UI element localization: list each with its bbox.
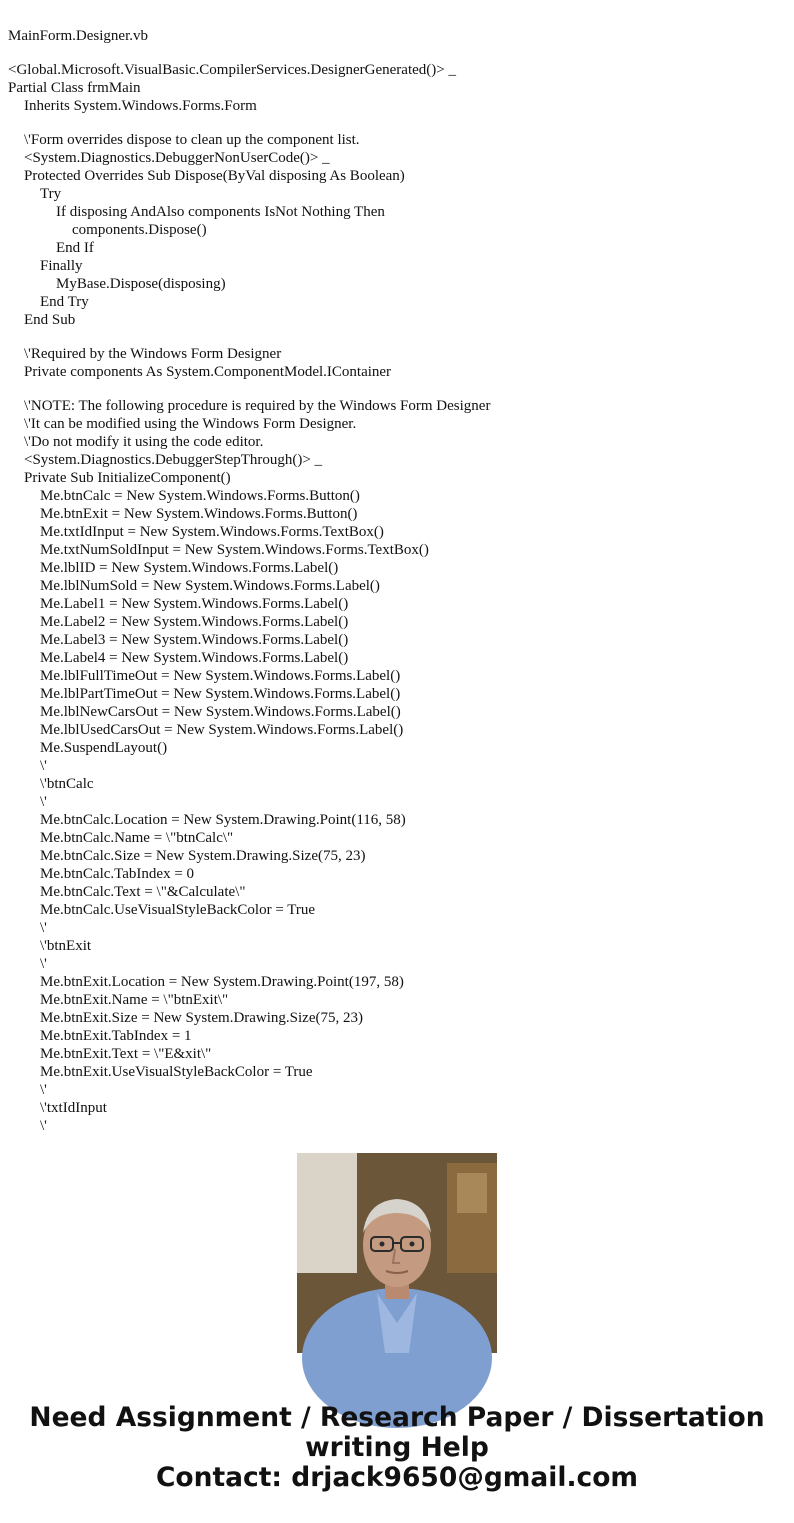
code-line: Me.btnCalc = New System.Windows.Forms.Button(): [40, 488, 360, 504]
code-line: Me.lblFullTimeOut = New System.Windows.Forms.Label(): [40, 668, 401, 684]
code-line: \'btnExit: [40, 938, 92, 954]
code-line: \': [40, 1082, 47, 1098]
code-line: <System.Diagnostics.DebuggerStepThrough()> _: [24, 452, 323, 468]
code-line: Me.lblNumSold = New System.Windows.Forms.Label(): [40, 578, 380, 594]
code-line: Me.lblNewCarsOut = New System.Windows.Forms.Label(): [40, 704, 401, 720]
code-line: [8, 329, 778, 345]
code-line: Finally: [40, 258, 83, 274]
code-line: End Sub: [24, 312, 76, 328]
code-line: \'Do not modify it using the code editor.: [24, 434, 264, 450]
code-line: Me.SuspendLayout(): [40, 740, 168, 756]
code-line: components.Dispose(): [72, 222, 207, 238]
code-line: \'txtIdInput: [40, 1100, 107, 1116]
code-line: If disposing AndAlso components IsNot Nothing Then: [56, 204, 385, 220]
code-line: \': [40, 920, 47, 936]
code-line: \'btnCalc: [40, 776, 94, 792]
code-line: \'It can be modified using the Windows Form Designer.: [24, 416, 357, 432]
code-line: \'NOTE: The following procedure is required by the Windows Form Designer: [24, 398, 491, 414]
code-line: Me.btnExit.Text = \"E&xit\": [40, 1046, 212, 1062]
promo-banner: [0, 1403, 794, 1493]
code-line: Me.btnCalc.Name = \"btnCalc\": [40, 830, 234, 846]
code-line: Me.btnExit.Size = New System.Drawing.Size(75, 23): [40, 1010, 363, 1026]
code-line: Me.btnCalc.Location = New System.Drawing.Point(116, 58): [40, 812, 406, 828]
code-line: \'Required by the Windows Form Designer: [24, 346, 282, 362]
code-line: Me.btnExit.Name = \"btnExit\": [40, 992, 229, 1008]
code-line: Me.btnCalc.UseVisualStyleBackColor = True: [40, 902, 316, 918]
code-line: Me.Label1 = New System.Windows.Forms.Label(): [40, 596, 349, 612]
code-line: <System.Diagnostics.DebuggerNonUserCode()> _: [24, 150, 330, 166]
code-line: Me.lblID = New System.Windows.Forms.Label(): [40, 560, 339, 576]
code-line: Private components As System.ComponentModel.IContainer: [24, 364, 392, 380]
code-line: Partial Class frmMain: [8, 80, 141, 96]
code-line: Private Sub InitializeComponent(): [24, 470, 231, 486]
code-line: Protected Overrides Sub Dispose(ByVal disposing As Boolean): [24, 168, 405, 184]
code-line: Inherits System.Windows.Forms.Form: [24, 98, 257, 114]
code-line: Me.btnCalc.Text = \"&Calculate\": [40, 884, 246, 900]
code-line: End Try: [40, 294, 89, 310]
code-line: \': [40, 1118, 47, 1134]
code-line: Me.txtNumSoldInput = New System.Windows.Forms.TextBox(): [40, 542, 429, 558]
code-line: Me.btnCalc.Size = New System.Drawing.Size(75, 23): [40, 848, 366, 864]
code-line: Try: [40, 186, 62, 202]
code-line: End If: [56, 240, 94, 256]
code-line: Me.lblPartTimeOut = New System.Windows.Forms.Label(): [40, 686, 401, 702]
code-line: Me.txtIdInput = New System.Windows.Forms.TextBox(): [40, 524, 384, 540]
banner-contact: Contact: drjack9650@gmail.com: [155, 1462, 639, 1493]
code-listing: [8, 61, 778, 1135]
code-line: \': [40, 956, 47, 972]
code-line: Me.btnExit.UseVisualStyleBackColor = True: [40, 1064, 313, 1080]
author-photo-illustration: [297, 1153, 497, 1353]
code-line: Me.btnExit.TabIndex = 1: [40, 1028, 192, 1044]
code-line: Me.btnExit.Location = New System.Drawing.Point(197, 58): [40, 974, 404, 990]
code-line: MyBase.Dispose(disposing): [56, 276, 226, 292]
code-line: [8, 381, 778, 397]
code-line: Me.Label3 = New System.Windows.Forms.Label(): [40, 632, 349, 648]
code-line: Me.Label4 = New System.Windows.Forms.Label(): [40, 650, 349, 666]
code-line: Me.lblUsedCarsOut = New System.Windows.Forms.Label(): [40, 722, 404, 738]
code-line: \': [40, 794, 47, 810]
code-line: Me.btnExit = New System.Windows.Forms.Button(): [40, 506, 358, 522]
code-line: \': [40, 758, 47, 774]
code-line: \'Form overrides dispose to clean up the component list.: [24, 132, 360, 148]
code-line: Me.btnCalc.TabIndex = 0: [40, 866, 195, 882]
code-line: <Global.Microsoft.VisualBasic.CompilerServices.DesignerGenerated()> _: [8, 62, 456, 78]
banner-line-1: Need Assignment / Research Paper / Dissertation: [29, 1402, 765, 1433]
author-photo: [297, 1153, 497, 1353]
code-line: [8, 115, 778, 131]
code-document: [8, 27, 778, 1134]
code-line: Me.Label2 = New System.Windows.Forms.Label(): [40, 614, 349, 630]
banner-line-2: writing Help: [305, 1432, 489, 1463]
file-title: MainForm.Designer.vb: [8, 28, 148, 44]
